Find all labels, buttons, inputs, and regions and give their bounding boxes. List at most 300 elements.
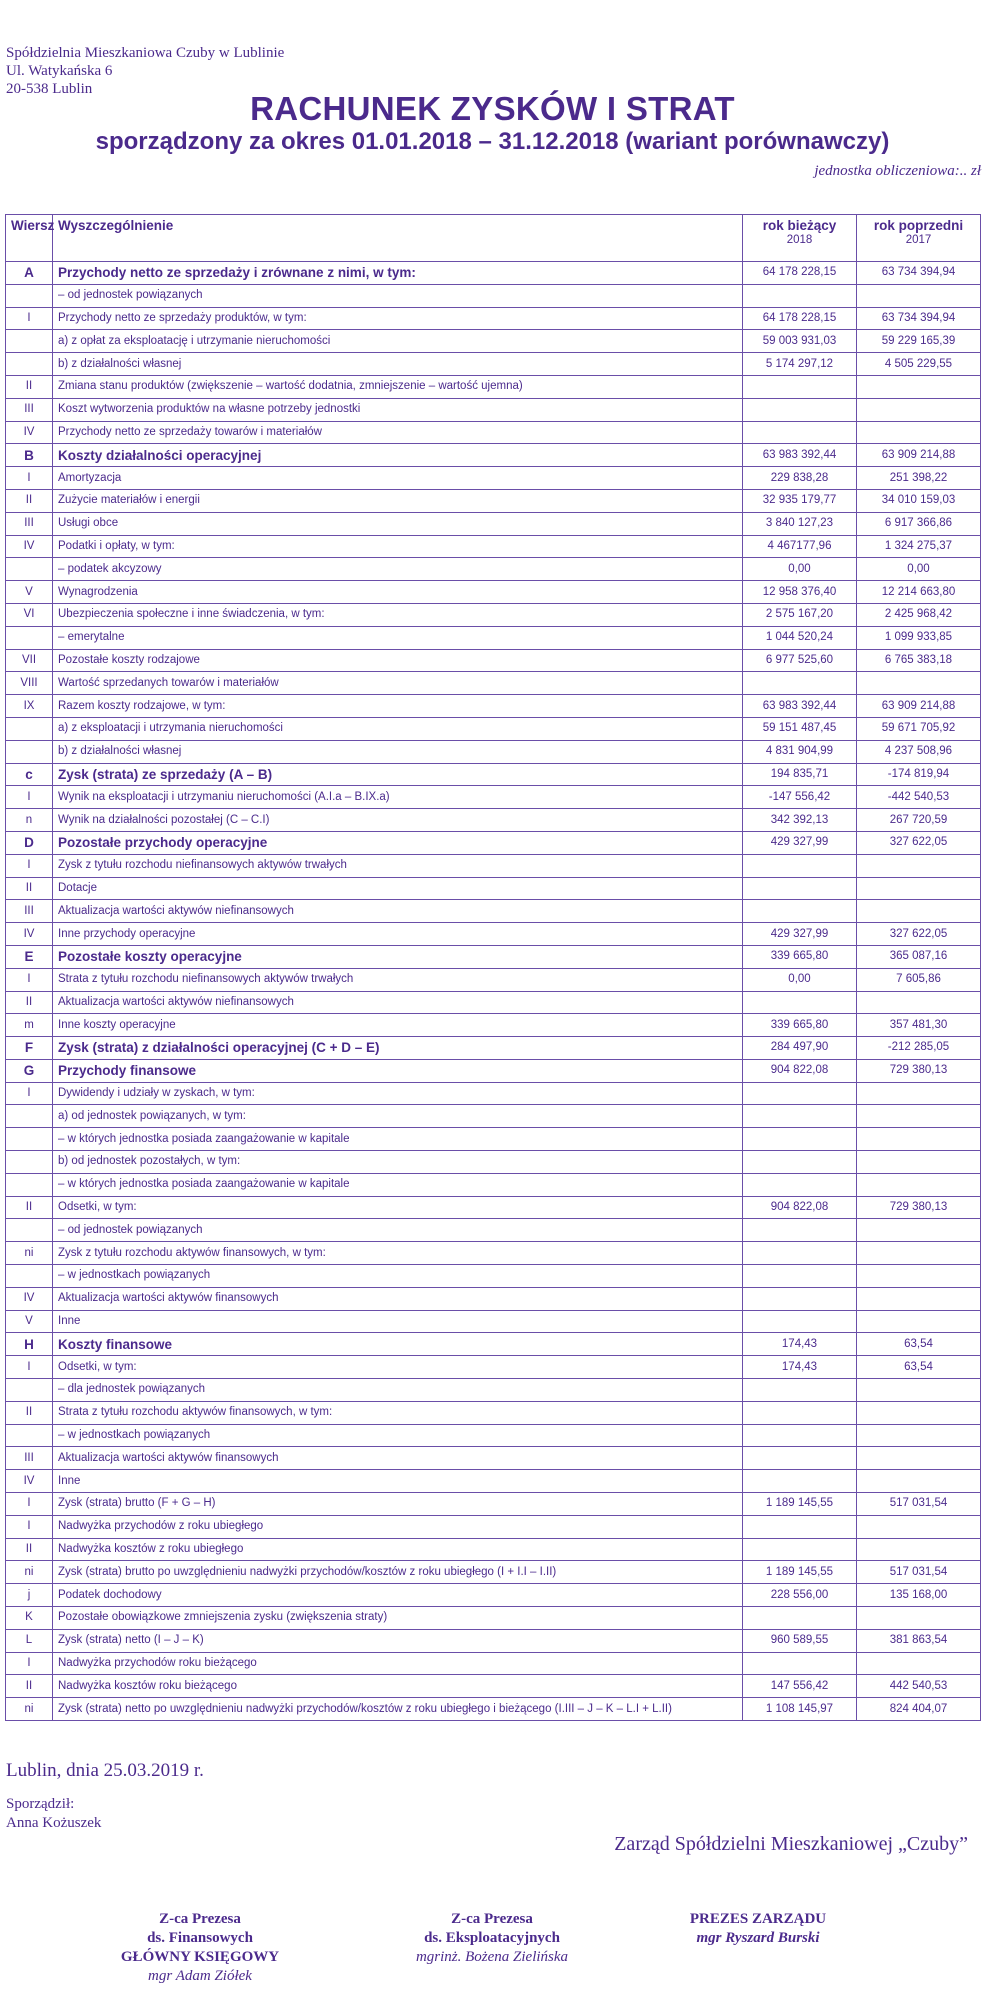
table-row: [6, 877, 981, 900]
row-symbol: III: [6, 512, 53, 535]
sig-finance-name: mgr Adam Ziółek: [148, 1968, 252, 1984]
row-current-value: [743, 1379, 857, 1402]
row-previous-value: 365 087,16: [857, 945, 981, 968]
row-current-value: 1 108 145,97: [743, 1698, 857, 1721]
row-previous-value: [857, 421, 981, 444]
row-symbol: K: [6, 1607, 53, 1630]
row-previous-value: -442 540,53: [857, 786, 981, 809]
row-description: Wynik na eksploatacji i utrzymaniu nieruchomości (A.I.a – B.IX.a): [53, 786, 743, 809]
row-symbol: [6, 1173, 53, 1196]
row-symbol: I: [6, 786, 53, 809]
row-symbol: m: [6, 1014, 53, 1037]
row-symbol: I: [6, 1515, 53, 1538]
row-description: Inne: [53, 1470, 743, 1493]
table-row: [6, 991, 981, 1014]
row-current-value: [743, 877, 857, 900]
row-current-value: 339 665,80: [743, 945, 857, 968]
row-symbol: L: [6, 1629, 53, 1652]
row-previous-value: 6 765 383,18: [857, 649, 981, 672]
row-symbol: IV: [6, 1287, 53, 1310]
table-row: [6, 262, 981, 285]
table-row: [6, 672, 981, 695]
row-description: Zysk z tytułu rozchodu niefinansowych aktywów trwałych: [53, 854, 743, 877]
row-symbol: I: [6, 1356, 53, 1379]
header-previous-year: [857, 215, 981, 262]
table-row: [6, 581, 981, 604]
table-row: [6, 421, 981, 444]
row-previous-value: 381 863,54: [857, 1629, 981, 1652]
table-row: [6, 467, 981, 490]
row-previous-value: 442 540,53: [857, 1675, 981, 1698]
row-current-value: [743, 1173, 857, 1196]
row-symbol: II: [6, 877, 53, 900]
row-description: Zysk (strata) netto po uwzględnieniu nadwyżki przychodów/kosztów z roku ubiegłego i bieżącego (I.III – J – K – L.I + L.II): [53, 1698, 743, 1721]
row-previous-value: 63,54: [857, 1356, 981, 1379]
table-row: [6, 1333, 981, 1356]
row-current-value: 4 467177,96: [743, 535, 857, 558]
row-current-value: 1 189 145,55: [743, 1493, 857, 1516]
row-description: Zysk (strata) brutto po uwzględnieniu nadwyżki przychodów/kosztów z roku ubiegłego (I + I.I – I.II): [53, 1561, 743, 1584]
row-description: Ubezpieczenia społeczne i inne świadczenia, w tym:: [53, 603, 743, 626]
row-symbol: I: [6, 968, 53, 991]
row-current-value: 147 556,42: [743, 1675, 857, 1698]
row-symbol: [6, 1424, 53, 1447]
row-current-value: 429 327,99: [743, 831, 857, 854]
row-symbol: D: [6, 831, 53, 854]
sig-operations-dept: ds. Eksploatacyjnych: [424, 1930, 560, 1946]
row-previous-value: 135 168,00: [857, 1584, 981, 1607]
row-description: Usługi obce: [53, 512, 743, 535]
row-previous-value: 729 380,13: [857, 1196, 981, 1219]
row-current-value: 339 665,80: [743, 1014, 857, 1037]
row-symbol: V: [6, 581, 53, 604]
row-previous-value: 327 622,05: [857, 831, 981, 854]
row-symbol: I: [6, 307, 53, 330]
table-row: [6, 1561, 981, 1584]
row-description: – w których jednostka posiada zaangażowanie w kapitale: [53, 1128, 743, 1151]
row-symbol: IV: [6, 535, 53, 558]
row-symbol: VI: [6, 603, 53, 626]
row-previous-value: 267 720,59: [857, 809, 981, 832]
row-current-value: [743, 1105, 857, 1128]
row-symbol: III: [6, 398, 53, 421]
row-previous-value: [857, 1470, 981, 1493]
row-description: Pozostałe koszty rodzajowe: [53, 649, 743, 672]
row-current-value: [743, 1515, 857, 1538]
row-previous-value: 63 909 214,88: [857, 444, 981, 467]
sig-finance-title: Z-ca Prezesa: [159, 1911, 241, 1927]
row-description: Odsetki, w tym:: [53, 1196, 743, 1219]
row-description: Strata z tytułu rozchodu niefinansowych aktywów trwałych: [53, 968, 743, 991]
table-row: [6, 535, 981, 558]
row-previous-value: 7 605,86: [857, 968, 981, 991]
table-row: [6, 786, 981, 809]
row-description: Aktualizacja wartości aktywów niefinansowych: [53, 900, 743, 923]
table-row: [6, 626, 981, 649]
row-current-value: [743, 1538, 857, 1561]
row-description: Zmiana stanu produktów (zwiększenie – wartość dodatnia, zmniejszenie – wartość ujemna): [53, 375, 743, 398]
table-row: [6, 1173, 981, 1196]
row-description: Zysk (strata) brutto (F + G – H): [53, 1493, 743, 1516]
row-previous-value: -212 285,05: [857, 1037, 981, 1060]
row-symbol: n: [6, 809, 53, 832]
row-symbol: ni: [6, 1698, 53, 1721]
unit-note: jednostka obliczeniowa:.. zł: [814, 163, 981, 179]
table-row: [6, 1493, 981, 1516]
table-row: [6, 649, 981, 672]
row-symbol: H: [6, 1333, 53, 1356]
row-current-value: [743, 854, 857, 877]
row-description: Zysk (strata) z działalności operacyjnej (C + D – E): [53, 1037, 743, 1060]
row-description: Nadwyżka kosztów roku bieżącego: [53, 1675, 743, 1698]
header-current-label: rok bieżący: [762, 218, 837, 233]
table-row: [6, 603, 981, 626]
row-current-value: 429 327,99: [743, 923, 857, 946]
row-symbol: [6, 1379, 53, 1402]
header-previous-label: rok poprzedni: [873, 218, 964, 233]
row-description: Nadwyżka przychodów z roku ubiegłego: [53, 1515, 743, 1538]
table-row: [6, 1515, 981, 1538]
table-row: [6, 1105, 981, 1128]
table-row: [6, 1059, 981, 1082]
row-description: – w jednostkach powiązanych: [53, 1424, 743, 1447]
row-current-value: 6 977 525,60: [743, 649, 857, 672]
row-current-value: [743, 421, 857, 444]
row-previous-value: 4 505 229,55: [857, 353, 981, 376]
table-header-row: [6, 215, 981, 262]
row-description: Aktualizacja wartości aktywów finansowych: [53, 1447, 743, 1470]
row-previous-value: 517 031,54: [857, 1561, 981, 1584]
row-description: Aktualizacja wartości aktywów niefinansowych: [53, 991, 743, 1014]
table-row: [6, 307, 981, 330]
prepared-name: Anna Kożuszek: [6, 1815, 102, 1831]
row-symbol: IV: [6, 1470, 53, 1493]
table-row: [6, 695, 981, 718]
table-row: [6, 1014, 981, 1037]
row-symbol: II: [6, 1401, 53, 1424]
row-description: Zużycie materiałów i energii: [53, 489, 743, 512]
row-symbol: B: [6, 444, 53, 467]
row-description: Razem koszty rodzajowe, w tym:: [53, 695, 743, 718]
row-symbol: I: [6, 467, 53, 490]
row-previous-value: 327 622,05: [857, 923, 981, 946]
row-previous-value: [857, 1287, 981, 1310]
row-description: Wynagrodzenia: [53, 581, 743, 604]
table-row: [6, 353, 981, 376]
row-current-value: [743, 1151, 857, 1174]
table-row: [6, 1652, 981, 1675]
row-current-value: [743, 1652, 857, 1675]
row-current-value: 0,00: [743, 558, 857, 581]
row-previous-value: [857, 1515, 981, 1538]
row-current-value: [743, 1128, 857, 1151]
table-row: [6, 1607, 981, 1630]
table-body: [6, 262, 981, 1721]
signature-finance: [70, 1910, 330, 1986]
row-current-value: 32 935 179,77: [743, 489, 857, 512]
row-symbol: IX: [6, 695, 53, 718]
row-current-value: 960 589,55: [743, 1629, 857, 1652]
table-row: [6, 330, 981, 353]
row-previous-value: 34 010 159,03: [857, 489, 981, 512]
table-row: [6, 809, 981, 832]
row-previous-value: 824 404,07: [857, 1698, 981, 1721]
row-symbol: I: [6, 1652, 53, 1675]
row-current-value: 1 044 520,24: [743, 626, 857, 649]
row-previous-value: [857, 991, 981, 1014]
row-symbol: E: [6, 945, 53, 968]
row-current-value: 64 178 228,15: [743, 307, 857, 330]
table-row: [6, 1037, 981, 1060]
row-previous-value: 59 229 165,39: [857, 330, 981, 353]
sig-president-title: PREZES ZARZĄDU: [689, 1911, 827, 1927]
row-current-value: 194 835,71: [743, 763, 857, 786]
row-previous-value: -174 819,94: [857, 763, 981, 786]
row-previous-value: 2 425 968,42: [857, 603, 981, 626]
row-current-value: [743, 375, 857, 398]
table-row: [6, 854, 981, 877]
row-previous-value: [857, 1242, 981, 1265]
row-description: – podatek akcyzowy: [53, 558, 743, 581]
row-description: b) z działalności własnej: [53, 353, 743, 376]
row-previous-value: [857, 854, 981, 877]
row-previous-value: [857, 877, 981, 900]
row-symbol: [6, 626, 53, 649]
row-description: Przychody netto ze sprzedaży towarów i materiałów: [53, 421, 743, 444]
table-row: [6, 1356, 981, 1379]
row-description: Zysk (strata) netto (I – J – K): [53, 1629, 743, 1652]
table-row: [6, 1470, 981, 1493]
row-symbol: [6, 1105, 53, 1128]
row-description: Dotacje: [53, 877, 743, 900]
document-subtitle: sporządzony za okres 01.01.2018 – 31.12.2018 (wariant porównawczy): [95, 128, 890, 155]
table-row: [6, 1128, 981, 1151]
table-row: [6, 1265, 981, 1288]
row-description: Koszty działalności operacyjnej: [53, 444, 743, 467]
row-description: Pozostałe przychody operacyjne: [53, 831, 743, 854]
row-previous-value: [857, 1447, 981, 1470]
row-previous-value: [857, 1105, 981, 1128]
row-symbol: III: [6, 900, 53, 923]
prepared-label: Sporządził:: [6, 1796, 75, 1812]
row-description: – w których jednostka posiada zaangażowanie w kapitale: [53, 1173, 743, 1196]
header-previous-year-number: 2017: [905, 234, 932, 246]
row-description: Odsetki, w tym:: [53, 1356, 743, 1379]
table-row: [6, 968, 981, 991]
table-row: [6, 945, 981, 968]
sig-president-name: mgr Ryszard Burski: [696, 1930, 820, 1946]
table-row: [6, 1629, 981, 1652]
table-row: [6, 1196, 981, 1219]
row-previous-value: [857, 1607, 981, 1630]
table-row: [6, 900, 981, 923]
table-row: [6, 717, 981, 740]
row-current-value: 2 575 167,20: [743, 603, 857, 626]
row-previous-value: 517 031,54: [857, 1493, 981, 1516]
row-description: – od jednostek powiązanych: [53, 284, 743, 307]
row-current-value: [743, 1470, 857, 1493]
row-current-value: 59 151 487,45: [743, 717, 857, 740]
table-row: [6, 740, 981, 763]
header-current-year: [743, 215, 857, 262]
row-description: Wartość sprzedanych towarów i materiałów: [53, 672, 743, 695]
row-current-value: [743, 1424, 857, 1447]
table-row: [6, 1151, 981, 1174]
table-row: [6, 284, 981, 307]
row-current-value: 228 556,00: [743, 1584, 857, 1607]
row-symbol: ni: [6, 1561, 53, 1584]
row-previous-value: [857, 284, 981, 307]
table-row: [6, 831, 981, 854]
row-symbol: I: [6, 854, 53, 877]
table-row: [6, 923, 981, 946]
table-row: [6, 1401, 981, 1424]
row-current-value: [743, 991, 857, 1014]
table-row: [6, 489, 981, 512]
row-previous-value: [857, 375, 981, 398]
org-name: Spółdzielnia Mieszkaniowa Czuby w Lublinie: [6, 45, 285, 61]
row-current-value: 3 840 127,23: [743, 512, 857, 535]
row-previous-value: [857, 1401, 981, 1424]
row-previous-value: [857, 398, 981, 421]
row-current-value: [743, 1287, 857, 1310]
row-symbol: G: [6, 1059, 53, 1082]
table-row: [6, 1584, 981, 1607]
row-current-value: [743, 1310, 857, 1333]
sig-operations-title: Z-ca Prezesa: [451, 1911, 533, 1927]
row-symbol: [6, 558, 53, 581]
row-description: – dla jednostek powiązanych: [53, 1379, 743, 1402]
row-description: – emerytalne: [53, 626, 743, 649]
row-symbol: V: [6, 1310, 53, 1333]
row-description: Inne koszty operacyjne: [53, 1014, 743, 1037]
row-previous-value: [857, 1265, 981, 1288]
row-description: a) od jednostek powiązanych, w tym:: [53, 1105, 743, 1128]
place-and-date: Lublin, dnia 25.03.2019 r.: [6, 1760, 204, 1781]
row-previous-value: [857, 1128, 981, 1151]
row-description: Pozostałe obowiązkowe zmniejszenia zysku (zwiększenia straty): [53, 1607, 743, 1630]
row-description: Podatek dochodowy: [53, 1584, 743, 1607]
table-row: [6, 1310, 981, 1333]
row-previous-value: 63 734 394,94: [857, 262, 981, 285]
sig-finance-dept: ds. Finansowych: [147, 1930, 253, 1946]
row-symbol: VIII: [6, 672, 53, 695]
row-previous-value: [857, 900, 981, 923]
row-previous-value: [857, 1424, 981, 1447]
row-symbol: IV: [6, 923, 53, 946]
row-previous-value: 12 214 663,80: [857, 581, 981, 604]
row-symbol: c: [6, 763, 53, 786]
row-description: Przychody netto ze sprzedaży i zrównane z nimi, w tym:: [53, 262, 743, 285]
row-previous-value: [857, 1652, 981, 1675]
row-description: Przychody finansowe: [53, 1059, 743, 1082]
row-current-value: 342 392,13: [743, 809, 857, 832]
row-description: – w jednostkach powiązanych: [53, 1265, 743, 1288]
row-description: Amortyzacja: [53, 467, 743, 490]
table-row: [6, 1219, 981, 1242]
row-description: Aktualizacja wartości aktywów finansowych: [53, 1287, 743, 1310]
row-symbol: II: [6, 375, 53, 398]
table-row: [6, 1287, 981, 1310]
row-current-value: 5 174 297,12: [743, 353, 857, 376]
row-previous-value: [857, 1310, 981, 1333]
row-description: Podatki i opłaty, w tym:: [53, 535, 743, 558]
board-heading: Zarząd Spółdzielni Mieszkaniowej „Czuby”: [614, 1833, 968, 1855]
row-current-value: [743, 1219, 857, 1242]
row-symbol: II: [6, 489, 53, 512]
row-symbol: I: [6, 1493, 53, 1516]
row-symbol: II: [6, 991, 53, 1014]
row-previous-value: 1 324 275,37: [857, 535, 981, 558]
row-description: Inne: [53, 1310, 743, 1333]
header-description: Wyszczególnienie: [53, 215, 743, 262]
row-previous-value: 0,00: [857, 558, 981, 581]
row-current-value: [743, 1082, 857, 1105]
row-previous-value: [857, 1219, 981, 1242]
row-previous-value: 729 380,13: [857, 1059, 981, 1082]
row-symbol: [6, 1265, 53, 1288]
row-current-value: -147 556,42: [743, 786, 857, 809]
row-symbol: [6, 284, 53, 307]
row-description: Nadwyżka kosztów z roku ubiegłego: [53, 1538, 743, 1561]
row-previous-value: 63,54: [857, 1333, 981, 1356]
row-symbol: [6, 330, 53, 353]
row-previous-value: 357 481,30: [857, 1014, 981, 1037]
row-description: Strata z tytułu rozchodu aktywów finansowych, w tym:: [53, 1401, 743, 1424]
row-previous-value: [857, 1173, 981, 1196]
table-row: [6, 763, 981, 786]
table-row: [6, 1379, 981, 1402]
row-previous-value: 63 909 214,88: [857, 695, 981, 718]
row-previous-value: 1 099 933,85: [857, 626, 981, 649]
row-description: Pozostałe koszty operacyjne: [53, 945, 743, 968]
row-previous-value: [857, 672, 981, 695]
row-description: Inne przychody operacyjne: [53, 923, 743, 946]
row-description: Przychody netto ze sprzedaży produktów, w tym:: [53, 307, 743, 330]
row-current-value: [743, 1401, 857, 1424]
row-symbol: F: [6, 1037, 53, 1060]
row-symbol: VII: [6, 649, 53, 672]
table-row: [6, 1242, 981, 1265]
table-row: [6, 1538, 981, 1561]
row-symbol: III: [6, 1447, 53, 1470]
income-statement-table: [5, 214, 981, 1721]
signature-operations: [362, 1910, 622, 1967]
row-current-value: 1 189 145,55: [743, 1561, 857, 1584]
row-description: Zysk (strata) ze sprzedaży (A – B): [53, 763, 743, 786]
signature-president: [628, 1910, 888, 1948]
table-row: [6, 1447, 981, 1470]
row-description: b) z działalności własnej: [53, 740, 743, 763]
row-description: a) z eksploatacji i utrzymania nieruchomości: [53, 717, 743, 740]
row-current-value: 64 178 228,15: [743, 262, 857, 285]
row-symbol: [6, 740, 53, 763]
row-current-value: 12 958 376,40: [743, 581, 857, 604]
row-description: Koszty finansowe: [53, 1333, 743, 1356]
row-current-value: [743, 398, 857, 421]
table-row: [6, 1698, 981, 1721]
row-symbol: II: [6, 1196, 53, 1219]
row-previous-value: [857, 1151, 981, 1174]
row-previous-value: 59 671 705,92: [857, 717, 981, 740]
org-street: Ul. Watykańska 6: [6, 63, 113, 79]
row-symbol: II: [6, 1538, 53, 1561]
row-current-value: 63 983 392,44: [743, 444, 857, 467]
row-previous-value: 4 237 508,96: [857, 740, 981, 763]
sig-operations-name: mgrinż. Bożena Zielińska: [415, 1949, 569, 1965]
prepared-by: [6, 1795, 101, 1833]
table-row: [6, 558, 981, 581]
